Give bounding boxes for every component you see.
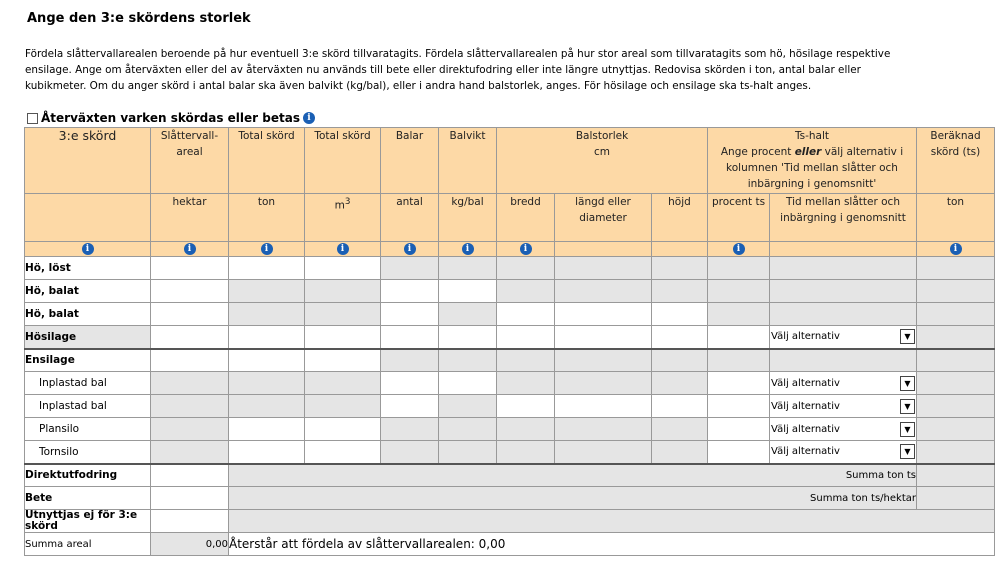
row-label: Plansilo xyxy=(25,418,151,441)
input-cell[interactable] xyxy=(439,372,497,395)
row-label: Summa areal xyxy=(25,533,151,556)
disabled-cell xyxy=(652,372,708,395)
unit-time: Tid mellan slåtter och inbärgning i genomsnitt xyxy=(770,194,917,242)
table-row xyxy=(25,395,995,418)
time-select[interactable] xyxy=(771,375,915,392)
input-cell[interactable] xyxy=(151,487,229,510)
regrowth-checkbox[interactable] xyxy=(27,113,38,124)
table-row xyxy=(25,533,995,556)
info-cell xyxy=(305,242,381,257)
input-cell[interactable] xyxy=(151,280,229,303)
chevron-down-icon[interactable]: ▼ xyxy=(900,399,915,414)
input-cell[interactable] xyxy=(151,349,229,372)
disabled-cell xyxy=(652,257,708,280)
disabled-cell xyxy=(439,303,497,326)
disabled-cell xyxy=(381,418,439,441)
info-icon[interactable]: i xyxy=(184,243,196,255)
unit-m3-base: m xyxy=(334,199,345,212)
input-cell[interactable] xyxy=(497,326,555,349)
disabled-cell xyxy=(381,349,439,372)
unit-bales: antal xyxy=(381,194,439,242)
disabled-cell xyxy=(555,441,652,464)
table-row xyxy=(25,326,995,349)
disabled-cell xyxy=(305,303,381,326)
disabled-cell xyxy=(381,441,439,464)
summa-ton-ts-hektar-value xyxy=(917,487,995,510)
input-cell[interactable] xyxy=(652,326,708,349)
disabled-cell xyxy=(770,349,917,372)
table-row xyxy=(25,372,995,395)
input-cell[interactable] xyxy=(381,372,439,395)
disabled-cell xyxy=(652,418,708,441)
unit-length: längd eller diameter xyxy=(555,194,652,242)
disabled-cell xyxy=(770,257,917,280)
disabled-cell xyxy=(439,441,497,464)
info-cell xyxy=(439,242,497,257)
input-cell[interactable] xyxy=(305,349,381,372)
info-icon[interactable]: i xyxy=(950,243,962,255)
time-select[interactable] xyxy=(771,443,915,460)
disabled-cell xyxy=(652,280,708,303)
disabled-cell xyxy=(652,349,708,372)
header-area: Slåttervall-areal xyxy=(151,128,229,194)
info-icon[interactable]: i xyxy=(520,243,532,255)
input-cell[interactable] xyxy=(555,326,652,349)
info-cell xyxy=(25,242,151,257)
unit-height: höjd xyxy=(652,194,708,242)
header-bale-weight: Balvikt xyxy=(439,128,497,194)
header-total-m3: Total skörd xyxy=(305,128,381,194)
disabled-cell xyxy=(555,349,652,372)
table-row xyxy=(25,510,995,533)
info-cell xyxy=(497,242,555,257)
disabled-cell xyxy=(917,280,995,303)
row-label: Utnyttjas ej för 3:e skörd xyxy=(25,510,151,533)
input-cell[interactable] xyxy=(151,303,229,326)
regrowth-label: Återväxten varken skördas eller betas xyxy=(41,111,300,125)
input-cell[interactable] xyxy=(708,326,770,349)
remaining-text: Återstår att fördela av slåttervallarealen: 0,00 xyxy=(229,533,995,556)
ts-note-pre: Ange procent xyxy=(720,146,795,158)
row-label: Hö, balat xyxy=(25,303,151,326)
unit-width: bredd xyxy=(497,194,555,242)
summa-ton-ts-label: Summa ton ts xyxy=(229,464,917,487)
time-select-cell xyxy=(770,372,917,395)
disabled-cell xyxy=(439,418,497,441)
disabled-cell xyxy=(229,303,305,326)
input-cell[interactable] xyxy=(305,418,381,441)
select-value: Välj alternativ xyxy=(771,400,840,412)
table-row xyxy=(25,280,995,303)
input-cell[interactable] xyxy=(708,395,770,418)
input-cell[interactable] xyxy=(381,280,439,303)
info-cell xyxy=(229,242,305,257)
disabled-cell xyxy=(229,372,305,395)
input-cell[interactable] xyxy=(708,372,770,395)
disabled-cell xyxy=(917,326,995,349)
input-cell[interactable] xyxy=(497,303,555,326)
row-label: Bete xyxy=(25,487,151,510)
info-cell xyxy=(917,242,995,257)
disabled-cell xyxy=(497,441,555,464)
disabled-cell xyxy=(555,280,652,303)
disabled-cell xyxy=(770,280,917,303)
select-value: Välj alternativ xyxy=(771,331,840,343)
input-cell[interactable] xyxy=(151,257,229,280)
info-icon[interactable]: i xyxy=(303,112,315,124)
input-cell[interactable] xyxy=(305,441,381,464)
info-cell xyxy=(555,242,652,257)
input-cell[interactable] xyxy=(229,257,305,280)
unit-m3-sup: 3 xyxy=(344,197,351,207)
unit-area: hektar xyxy=(151,194,229,242)
time-select[interactable] xyxy=(771,398,915,415)
time-select-cell xyxy=(770,418,917,441)
disabled-cell xyxy=(439,395,497,418)
table-row xyxy=(25,441,995,464)
unit-crop xyxy=(25,194,151,242)
chevron-down-icon[interactable]: ▼ xyxy=(900,444,915,459)
disabled-cell xyxy=(917,257,995,280)
input-cell[interactable] xyxy=(305,326,381,349)
disabled-cell xyxy=(708,303,770,326)
disabled-cell xyxy=(555,257,652,280)
input-cell[interactable] xyxy=(439,326,497,349)
input-cell[interactable] xyxy=(708,418,770,441)
disabled-cell xyxy=(555,418,652,441)
input-cell[interactable] xyxy=(497,395,555,418)
disabled-cell xyxy=(439,349,497,372)
disabled-cell xyxy=(917,395,995,418)
row-label: Direktutfodring xyxy=(25,464,151,487)
input-cell[interactable] xyxy=(381,326,439,349)
select-value: Välj alternativ xyxy=(771,423,840,435)
input-cell[interactable] xyxy=(229,418,305,441)
disabled-cell xyxy=(652,441,708,464)
disabled-cell xyxy=(229,510,995,533)
header-crop: 3:e skörd xyxy=(25,128,151,194)
header-total-ton: Total skörd xyxy=(229,128,305,194)
disabled-cell xyxy=(917,418,995,441)
page-title: Ange den 3:e skördens storlek xyxy=(27,11,251,26)
header-ts xyxy=(708,128,917,194)
header-ts-label: Ts-halt xyxy=(794,130,830,142)
input-cell[interactable] xyxy=(381,303,439,326)
disabled-cell xyxy=(497,280,555,303)
disabled-cell xyxy=(151,372,229,395)
select-value: Välj alternativ xyxy=(771,377,840,389)
summa-ton-ts-hektar-label: Summa ton ts/hektar xyxy=(229,487,917,510)
input-cell[interactable] xyxy=(305,257,381,280)
disabled-cell xyxy=(305,372,381,395)
input-cell[interactable] xyxy=(151,464,229,487)
unit-percent: procent ts xyxy=(708,194,770,242)
time-select-cell xyxy=(770,441,917,464)
disabled-cell xyxy=(381,257,439,280)
input-cell[interactable] xyxy=(151,326,229,349)
disabled-cell xyxy=(917,303,995,326)
row-label: Hö, balat xyxy=(25,280,151,303)
header-calc: Beräknad skörd (ts) xyxy=(917,128,995,194)
disabled-cell xyxy=(917,441,995,464)
disabled-cell xyxy=(708,257,770,280)
disabled-cell xyxy=(708,280,770,303)
disabled-cell xyxy=(917,349,995,372)
input-cell[interactable] xyxy=(229,326,305,349)
input-cell[interactable] xyxy=(439,280,497,303)
disabled-cell xyxy=(439,257,497,280)
disabled-cell xyxy=(305,280,381,303)
info-icon[interactable]: i xyxy=(404,243,416,255)
row-label: Inplastad bal xyxy=(25,372,151,395)
summa-areal-value: 0,00 xyxy=(151,533,229,556)
disabled-cell xyxy=(497,418,555,441)
info-icon[interactable]: i xyxy=(462,243,474,255)
row-label: Inplastad bal xyxy=(25,395,151,418)
table-row xyxy=(25,303,995,326)
info-icon[interactable]: i xyxy=(261,243,273,255)
input-cell[interactable] xyxy=(229,349,305,372)
info-cell xyxy=(151,242,229,257)
row-label: Hösilage xyxy=(25,326,151,349)
disabled-cell xyxy=(229,280,305,303)
table-row xyxy=(25,349,995,372)
input-cell[interactable] xyxy=(229,441,305,464)
unit-calc: ton xyxy=(917,194,995,242)
disabled-cell xyxy=(708,349,770,372)
info-cell xyxy=(770,242,917,257)
table-row xyxy=(25,487,995,510)
chevron-down-icon[interactable]: ▼ xyxy=(900,329,915,344)
harvest-table xyxy=(24,127,995,556)
time-select[interactable] xyxy=(771,421,915,438)
summa-ton-ts-value xyxy=(917,464,995,487)
chevron-down-icon[interactable]: ▼ xyxy=(900,376,915,391)
disabled-cell xyxy=(770,303,917,326)
disabled-cell xyxy=(151,441,229,464)
disabled-cell xyxy=(305,395,381,418)
info-cell xyxy=(381,242,439,257)
header-bale-size-label: Balstorlek xyxy=(575,130,629,142)
header-bales: Balar xyxy=(381,128,439,194)
info-cell xyxy=(652,242,708,257)
disabled-cell xyxy=(555,372,652,395)
info-icon[interactable]: i xyxy=(82,243,94,255)
info-icon[interactable]: i xyxy=(733,243,745,255)
intro-text: Fördela slåttervallarealen beroende på hur eventuell 3:e skörd tillvaratagits. Fördela slåttervallarealen på hur stor areal som tillvaratagits som hö, hösilage respektive ensilage. Ange om återväxten eller del av återväxten nu används till bete eller direktufodring eller inte längre utnyttjas. Redovisa skörden i ton, antal balar eller kubikmeter. Om du anger skörd i antal balar ska även balvikt (kg/bal), eller i andra hand balstorlek, anges. För hösilage och ensilage ska ts-halt anges. xyxy=(25,48,891,92)
input-cell[interactable] xyxy=(381,395,439,418)
row-label: Tornsilo xyxy=(25,441,151,464)
table-row xyxy=(25,464,995,487)
input-cell[interactable] xyxy=(652,303,708,326)
disabled-cell xyxy=(497,372,555,395)
disabled-cell xyxy=(229,395,305,418)
disabled-cell xyxy=(151,395,229,418)
disabled-cell xyxy=(151,418,229,441)
info-cell xyxy=(708,242,770,257)
table-row xyxy=(25,418,995,441)
ts-note-post: välj alternativ i kolumnen 'Tid mellan slåtter och inbärgning i genomsnitt' xyxy=(726,146,904,190)
unit-weight: kg/bal xyxy=(439,194,497,242)
time-select[interactable] xyxy=(771,328,915,345)
ts-note-em: eller xyxy=(794,146,822,158)
disabled-cell xyxy=(917,372,995,395)
input-cell[interactable] xyxy=(555,395,652,418)
input-cell[interactable] xyxy=(151,510,229,533)
time-select-cell xyxy=(770,395,917,418)
info-icon[interactable]: i xyxy=(337,243,349,255)
chevron-down-icon[interactable]: ▼ xyxy=(900,422,915,437)
row-label: Hö, löst xyxy=(25,257,151,280)
regrowth-option xyxy=(27,111,315,125)
time-select-cell xyxy=(770,326,917,349)
unit-m3 xyxy=(305,194,381,242)
header-bale-size-unit: cm xyxy=(593,146,610,158)
header-bale-size xyxy=(497,128,708,194)
disabled-cell xyxy=(497,257,555,280)
select-value: Välj alternativ xyxy=(771,446,840,458)
input-cell[interactable] xyxy=(708,441,770,464)
row-label: Ensilage xyxy=(25,349,151,372)
input-cell[interactable] xyxy=(555,303,652,326)
input-cell[interactable] xyxy=(652,395,708,418)
table-row xyxy=(25,257,995,280)
unit-ton: ton xyxy=(229,194,305,242)
disabled-cell xyxy=(497,349,555,372)
